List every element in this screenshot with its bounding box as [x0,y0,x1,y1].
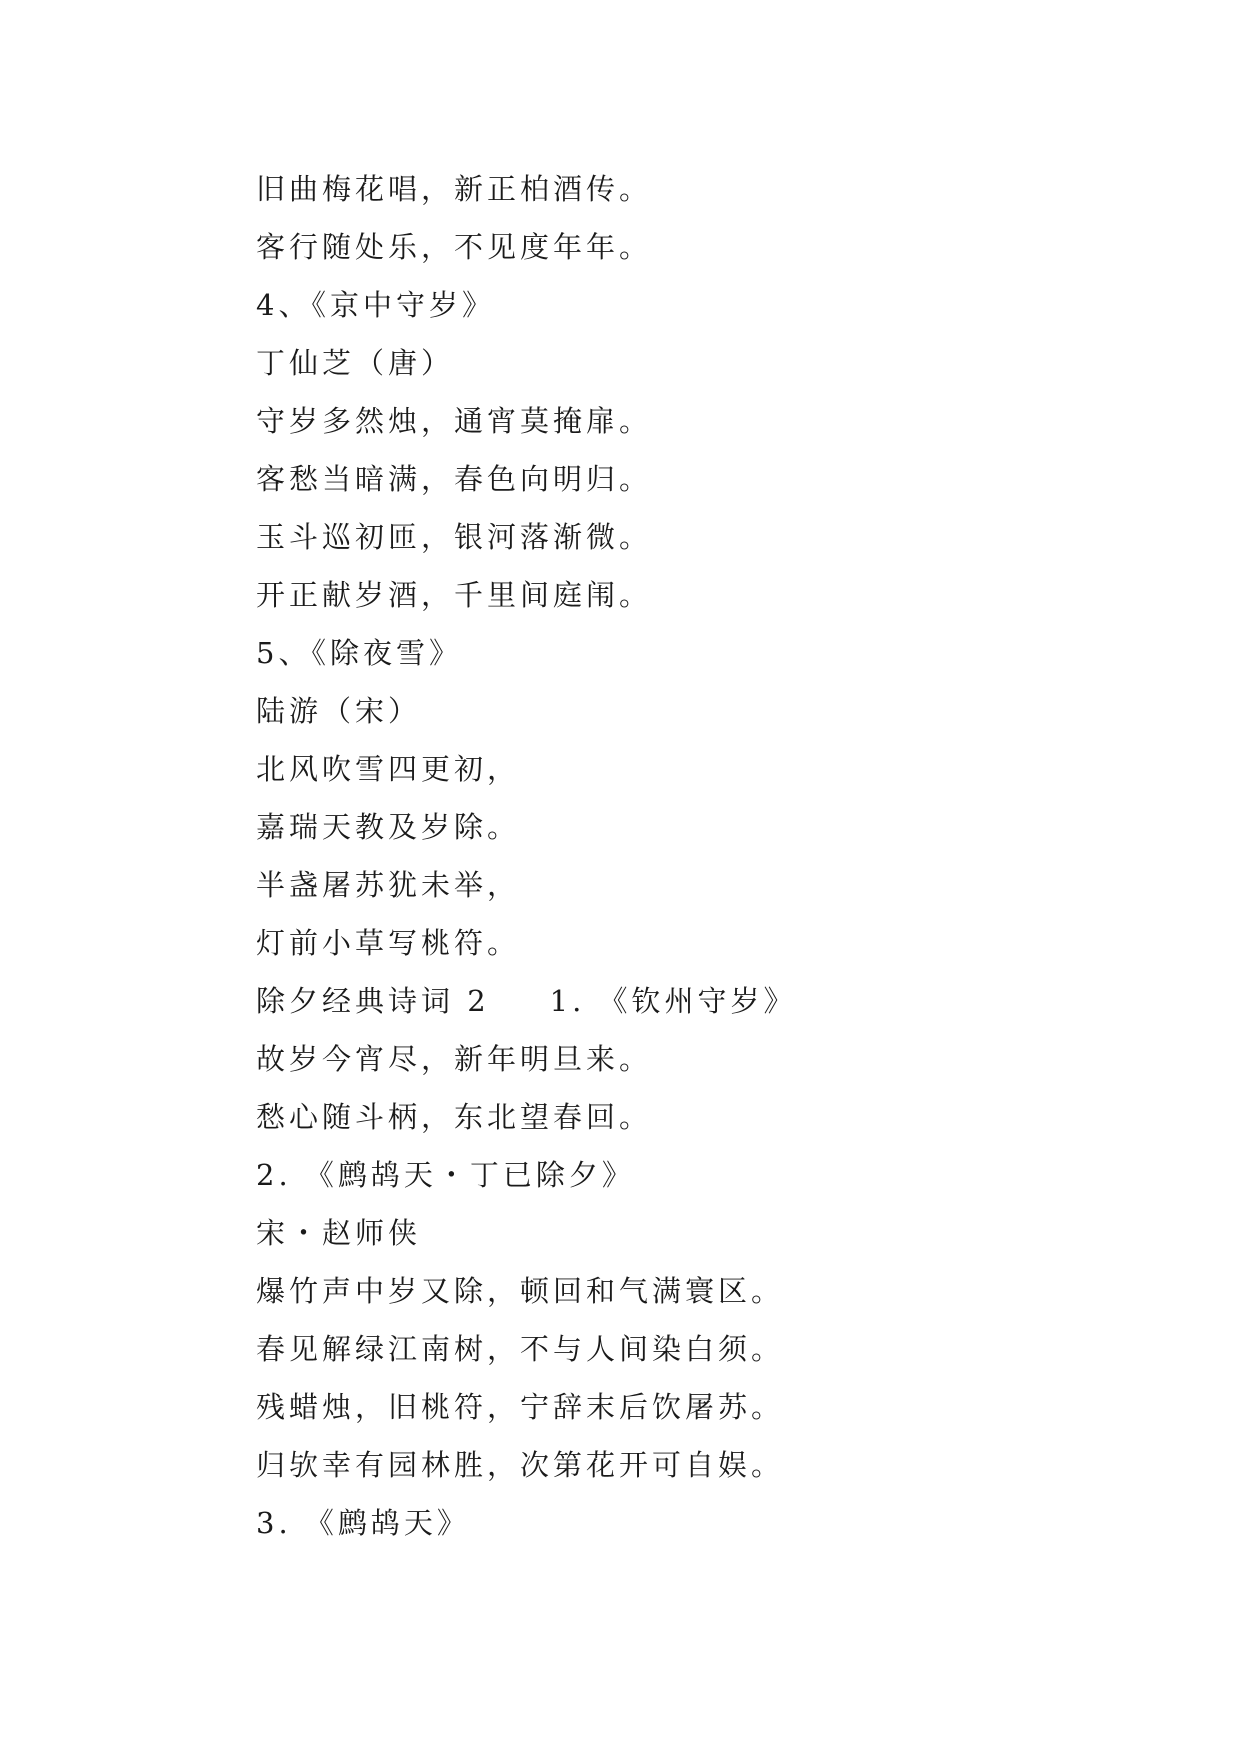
poem-line: 归欤幸有园林胜，次第花开可自娱。 [256,1448,785,1482]
poem-line: 春见解绿江南树，不与人间染白须。 [256,1332,785,1366]
poem-text-block [256,160,1156,1552]
poem-line: 客行随处乐，不见度年年。 [256,230,653,264]
poem-author: 陆游（宋） [256,694,422,728]
section-heading-line [256,972,1156,1030]
poem-line: 残蜡烛，旧桃符，宁辞末后饮屠苏。 [256,1390,785,1424]
poem-line: 北风吹雪四更初， [256,752,521,786]
poem-line: 愁心随斗柄，东北望春回。 [256,1100,653,1134]
poem-title: 1. 《钦州守岁》 [549,984,797,1018]
poem-author: 丁仙芝（唐） [256,346,455,380]
poem-line: 客愁当暗满，春色向明归。 [256,462,653,496]
poem-line: 开正献岁酒，千里间庭闱。 [256,578,653,612]
poem-title: 5、《除夜雪》 [256,636,462,670]
poem-title: 4、《京中守岁》 [256,288,495,322]
poem-line: 玉斗巡初匝，银河落渐微。 [256,520,653,554]
poem-line: 故岁今宵尽，新年明旦来。 [256,1042,653,1076]
poem-line: 嘉瑞天教及岁除。 [256,810,521,844]
section-heading: 除夕经典诗词 2 [256,984,490,1018]
poem-line: 爆竹声中岁又除，顿回和气满寰区。 [256,1274,785,1308]
poem-title: 2. 《鹧鸪天・丁已除夕》 [256,1158,635,1192]
poem-line: 半盏屠苏犹未举， [256,868,521,902]
poem-line: 灯前小草写桃符。 [256,926,521,960]
poem-author: 宋・赵师侠 [256,1216,422,1250]
poem-line: 守岁多然烛，通宵莫掩扉。 [256,404,653,438]
poem-title: 3. 《鹧鸪天》 [256,1506,470,1540]
poem-line: 旧曲梅花唱，新正柏酒传。 [256,172,653,206]
